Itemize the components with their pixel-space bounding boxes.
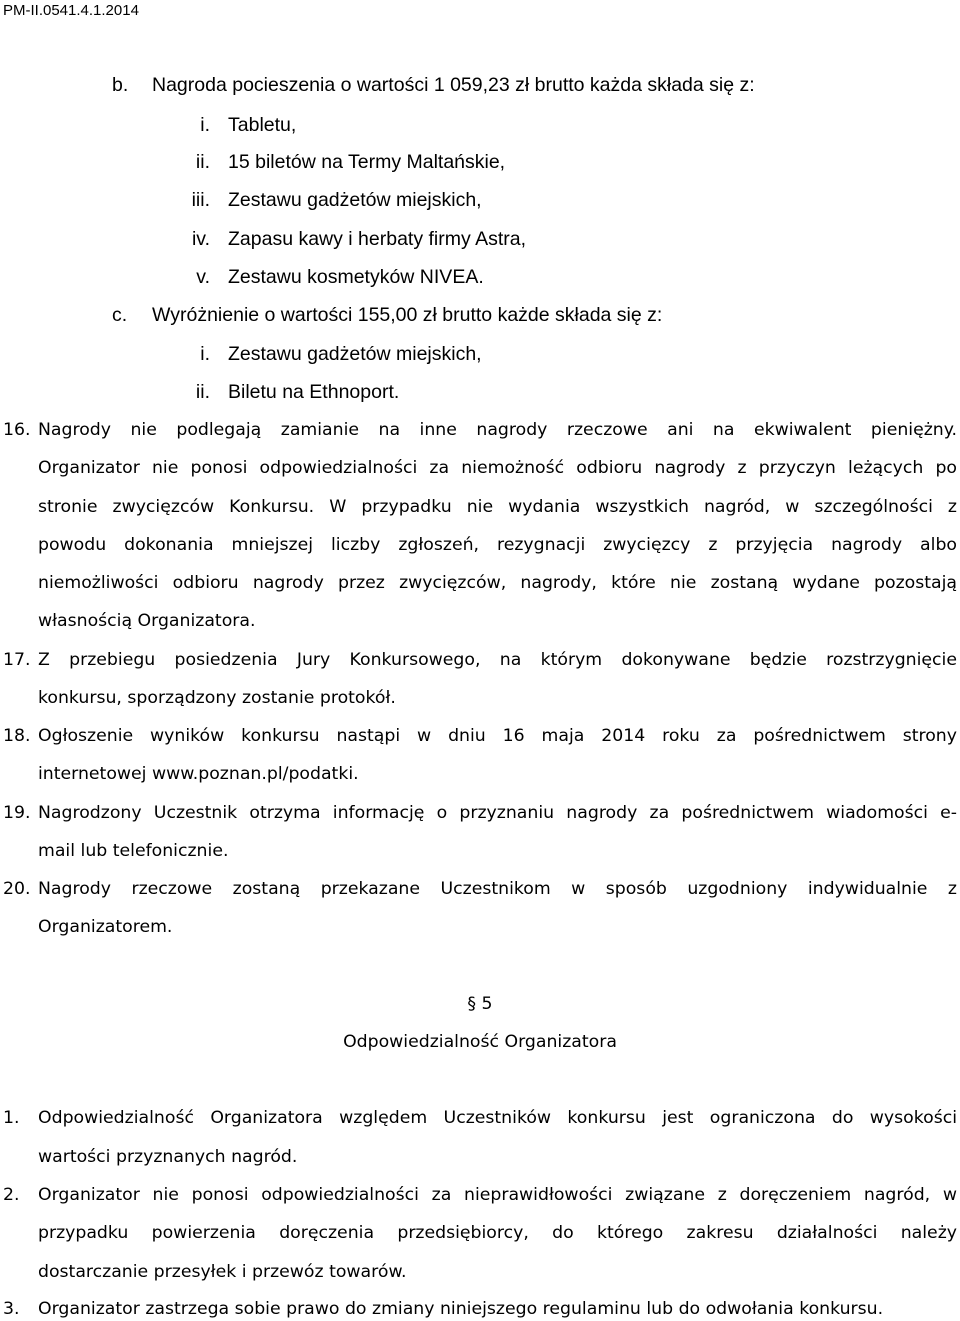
paragraph-line: niemożliwości odbioru nagrody przez zwycięzców, nagrody, które nie zostaną wydane pozostają [38, 573, 957, 593]
paragraph-line: Organizator nie ponosi odpowiedzialności za niemożność odbioru nagrody z przyczyn leżących po [38, 458, 957, 478]
subitem-number: iii. [191, 189, 210, 211]
paragraph-number: 19. [3, 803, 31, 823]
item-number: 3. [3, 1299, 20, 1319]
subitem-number: ii. [195, 381, 210, 403]
paragraph-line: stronie zwycięzców Konkursu. W przypadku nie wydania wszystkich nagród, w szczególności z [38, 497, 957, 517]
subitem-number: iv. [191, 228, 210, 250]
subitem-text: Zapasu kawy i herbaty firmy Astra, [228, 228, 527, 250]
subitem-text: 15 biletów na Termy Maltańskie, [228, 151, 506, 173]
subitem-number: i. [200, 114, 210, 136]
item-number: 2. [3, 1185, 20, 1205]
section-title: Odpowiedzialność Organizatora [343, 1032, 617, 1052]
paragraph-line: internetowej www.poznan.pl/podatki. [38, 764, 359, 784]
subitem-text: Tabletu, [228, 114, 297, 136]
paragraph-line: mail lub telefonicznie. [38, 841, 229, 861]
item-line: dostarczanie przesyłek i przewóz towarów. [38, 1262, 407, 1282]
item-line: przypadku powierzenia doręczenia przedsiębiorcy, do którego zakresu działalności należy [38, 1223, 957, 1243]
paragraph-line: Z przebiegu posiedzenia Jury Konkursowego, na którym dokonywane będzie rozstrzygnięcie [38, 650, 957, 670]
paragraph-line: Nagrody nie podlegają zamianie na inne nagrody rzeczowe ani na ekwiwalent pieniężny. [38, 420, 957, 440]
document-id: PM-II.0541.4.1.2014 [3, 2, 139, 19]
list-item-b-text: Nagroda pocieszenia o wartości 1 059,23 zł brutto każda składa się z: [152, 74, 755, 96]
subitem-number: i. [200, 343, 210, 365]
paragraph-number: 16. [3, 420, 31, 440]
subitem-text: Zestawu gadżetów miejskich, [228, 189, 482, 211]
subitem-number: v. [196, 266, 210, 288]
item-line: wartości przyznanych nagród. [38, 1147, 298, 1167]
paragraph-number: 20. [3, 879, 31, 899]
item-line: Organizator nie ponosi odpowiedzialności za nieprawidłowości związane z doręczeniem nagród, w [38, 1185, 957, 1205]
paragraph-number: 18. [3, 726, 31, 746]
paragraph-line: Nagrody rzeczowe zostaną przekazane Uczestnikom w sposób uzgodniony indywidualnie z [38, 879, 957, 899]
paragraph-line: Nagrodzony Uczestnik otrzyma informację o przyznaniu nagrody za pośrednictwem wiadomości e- [38, 803, 957, 823]
item-number: 1. [3, 1108, 20, 1128]
subitem-text: Zestawu gadżetów miejskich, [228, 343, 482, 365]
paragraph-number: 17. [3, 650, 31, 670]
item-line: Odpowiedzialność Organizatora względem Uczestników konkursu jest ograniczona do wysokości [38, 1108, 957, 1128]
item-line: Organizator zastrzega sobie prawo do zmiany niniejszego regulaminu lub do odwołania konkursu. [38, 1299, 884, 1319]
subitem-text: Biletu na Ethnoport. [228, 381, 400, 403]
paragraph-line: Ogłoszenie wyników konkursu nastąpi w dniu 16 maja 2014 roku za pośrednictwem strony [38, 726, 957, 746]
paragraph-line: konkursu, sporządzony zostanie protokół. [38, 688, 396, 708]
list-label-b: b. [112, 74, 129, 96]
section-symbol: § 5 [467, 994, 493, 1014]
paragraph-line: Organizatorem. [38, 917, 173, 937]
subitem-number: ii. [195, 151, 210, 173]
list-item-c-text: Wyróżnienie o wartości 155,00 zł brutto każde składa się z: [152, 304, 663, 326]
list-label-c: c. [112, 304, 128, 326]
paragraph-line: powodu dokonania mniejszej liczby zgłoszeń, rezygnacji zwycięzcy z przyjęcia nagrody albo [38, 535, 957, 555]
subitem-text: Zestawu kosmetyków NIVEA. [228, 266, 484, 288]
paragraph-line: własnością Organizatora. [38, 611, 256, 631]
